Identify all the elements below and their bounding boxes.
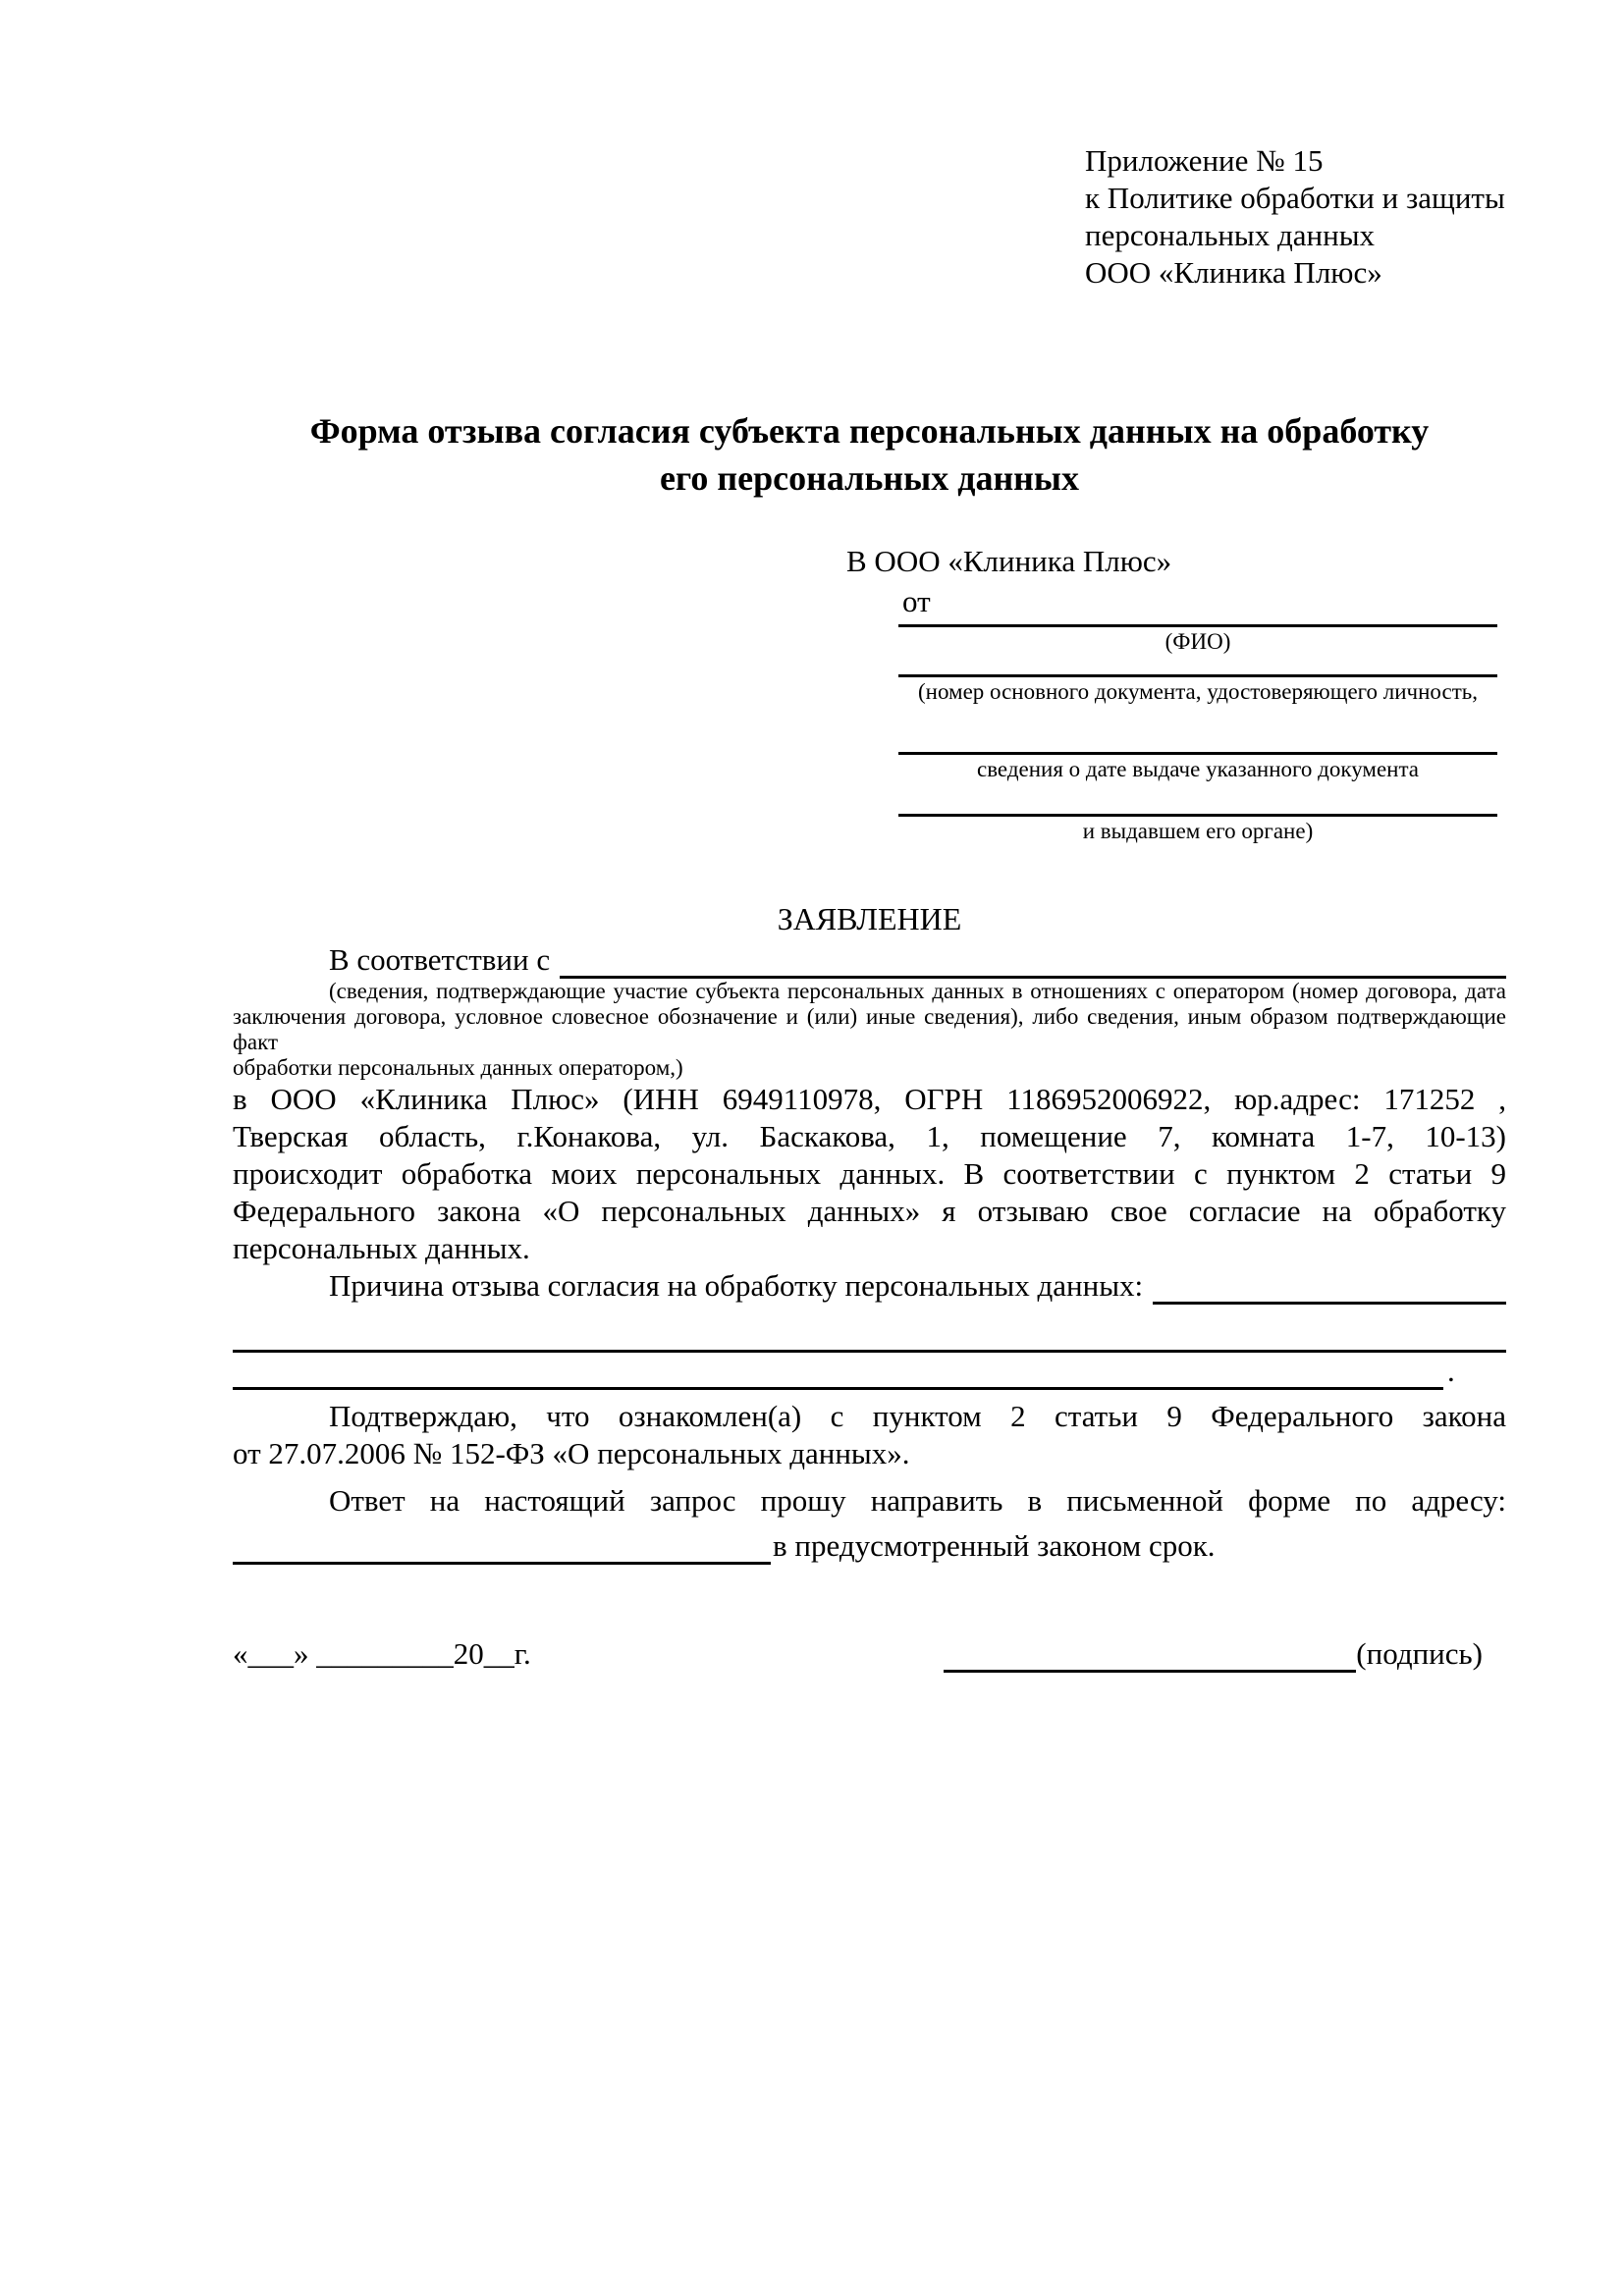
signature-row <box>233 1635 1506 1673</box>
statement-heading: ЗАЯВЛЕНИЕ <box>777 901 962 936</box>
body-text-line: происходит обработка моих персональных данных. В соответствии с пунктом 2 статьи 9 <box>233 1156 1506 1191</box>
issue-date-caption: сведения о дате выдаче указанного документа <box>976 757 1420 781</box>
from-label: от <box>902 584 931 618</box>
fio-blank-line <box>898 620 1497 627</box>
signature-caption: (подпись) <box>1356 1636 1483 1671</box>
body-text-line: персональных данных. <box>233 1231 530 1265</box>
fio-field <box>898 620 1497 657</box>
reply-suffix-text: в предусмотренный законом срок. <box>773 1528 1216 1563</box>
appendix-note-line: персональных данных <box>1085 218 1376 252</box>
confirmation-paragraph <box>233 1398 1506 1472</box>
confirmation-line: Подтверждаю, что ознакомлен(а) с пунктом 2 статьи 9 Федерального закона <box>329 1399 1506 1433</box>
issue-date-blank-line <box>898 707 1497 755</box>
confirmation-line: от 27.07.2006 № 152-ФЗ «О персональных данных». <box>233 1436 910 1470</box>
footnote-line: (сведения, подтверждающие участие субъекта персональных данных в отношениях с оператором (номер договора, дата <box>329 979 1506 1003</box>
reason-line <box>233 1267 1506 1305</box>
reason-blank-line-3 <box>233 1350 1443 1390</box>
reason-blank-line <box>1153 1267 1506 1305</box>
document-number-caption: (номер основного документа, удостоверяющего личность, <box>917 679 1478 704</box>
appendix-note-line: Приложение № 15 <box>1085 143 1324 178</box>
issuing-authority-field <box>898 784 1497 846</box>
addressee-fields <box>898 620 1497 846</box>
reason-label: Причина отзыва согласия на обработку персональных данных: <box>329 1268 1144 1303</box>
fio-caption: (ФИО) <box>1164 629 1231 654</box>
appendix-note <box>1085 142 1506 292</box>
footnote-line: заключения договора, условное словесное обозначение и (или) иные сведения), либо сведения, иным образом подтверждающие факт <box>233 1004 1506 1054</box>
form-title-line: Форма отзыва согласия субъекта персональных данных на обработку <box>309 411 1430 451</box>
reason-blank-line-2 <box>233 1305 1506 1353</box>
footnote <box>233 979 1506 1081</box>
form-title-line: его персональных данных <box>659 458 1080 498</box>
body-text-line: Тверская область, г.Конакова, ул. Баскакова, 1, помещение 7, комната 1-7, 10-13) <box>233 1119 1506 1153</box>
address-blank-line <box>233 1527 771 1565</box>
reason-blank-row-3 <box>233 1353 1506 1390</box>
form-title <box>233 407 1506 502</box>
footnote-line: обработки персональных данных оператором,) <box>233 1055 683 1080</box>
basis-blank-line <box>560 941 1506 979</box>
issue-date-field <box>898 707 1497 784</box>
intro-prefix-text: В соответствии с <box>329 942 551 977</box>
body-paragraph <box>233 1081 1506 1267</box>
addressee-block <box>233 543 1506 846</box>
addressee-organization: В ООО «Клиника Плюс» <box>846 544 1172 578</box>
reply-address-line <box>233 1527 1506 1565</box>
appendix-note-line: к Политике обработки и защиты <box>1085 181 1505 215</box>
issuing-authority-blank-line <box>898 784 1497 817</box>
document-number-field <box>898 657 1497 707</box>
body-text-line: в ООО «Клиника Плюс» (ИНН 6949110978, ОГРН 1186952006922, юр.адрес: 171252 , <box>233 1082 1506 1116</box>
appendix-note-line: ООО «Клиника Плюс» <box>1085 255 1382 290</box>
period-text: . <box>1447 1354 1455 1388</box>
date-line: «___» _________20__г. <box>233 1636 531 1671</box>
document-number-blank-line <box>898 657 1497 677</box>
signature-blank-line <box>944 1636 1356 1673</box>
issuing-authority-caption: и выдавшем его органе) <box>1082 819 1314 843</box>
intro-line <box>233 941 1506 979</box>
reply-request-line: Ответ на настоящий запрос прошу направить в письменной форме по адресу: <box>329 1483 1506 1518</box>
body-text-line: Федерального закона «О персональных данных» я отзываю свое согласие на обработку <box>233 1194 1506 1228</box>
